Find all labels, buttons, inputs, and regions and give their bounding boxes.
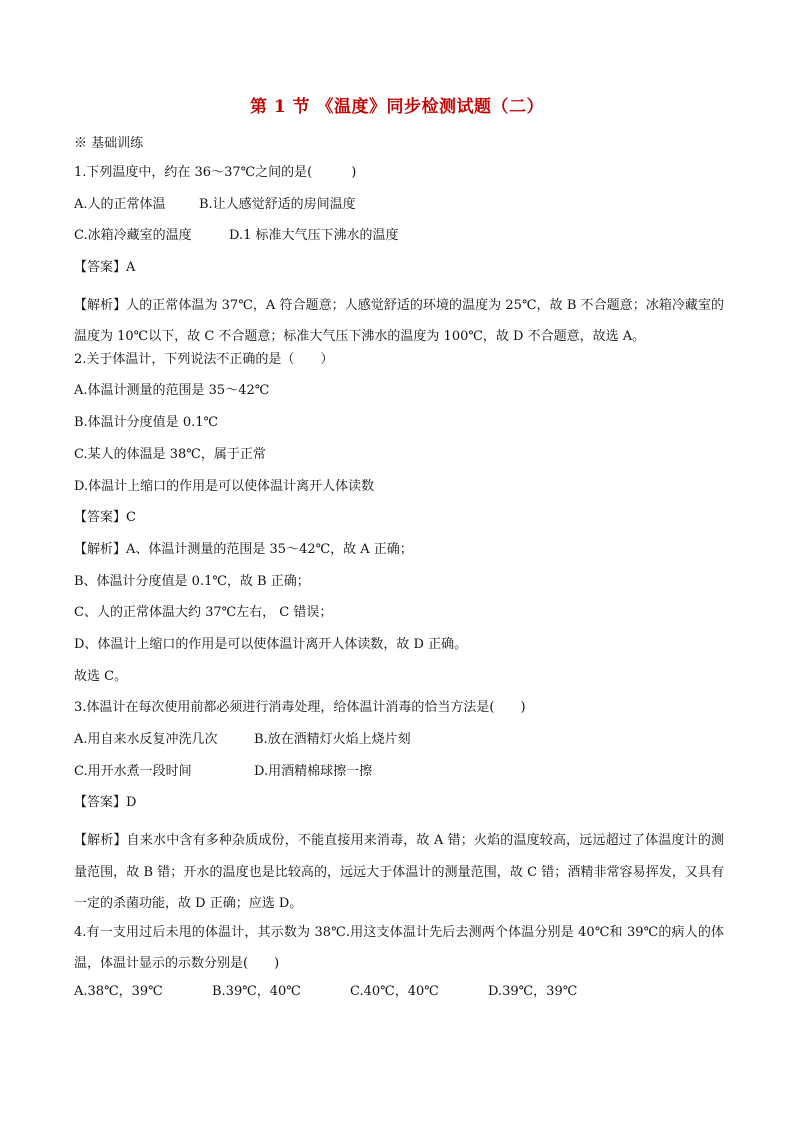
answer-1: 【答案】A — [74, 260, 136, 276]
question-3: 3.体温计在每次使用前都必须进行消毒处理，给体温计消毒的恰当方法是( ) — [74, 700, 526, 716]
question-2: 2.关于体温计，下列说法不正确的是（ ） — [74, 351, 334, 367]
question-2-option-d: D.体温计上缩口的作用是可以使体温计离开人体读数 — [74, 478, 375, 494]
option-a: A.用自来水反复冲洗几次 — [74, 732, 218, 747]
question-4: 4.有一支用过后未甩的体温计，其示数为 38℃.用这支体温计先后去测两个体温分别是 40℃和 39℃的病人的体温，体温计显示的示数分别是( ) — [74, 924, 724, 972]
option-a: A.人的正常体温 — [74, 196, 166, 212]
answer-3: 【答案】D — [74, 795, 137, 811]
option-b: B.放在酒精灯火焰上烧片刻 — [254, 732, 411, 747]
analysis-2-line-5: 故选 C。 — [74, 668, 128, 684]
question-4-options — [74, 982, 724, 1002]
question-1-options-row-2 — [74, 226, 724, 246]
analysis-2-line-2: B、体温计分度值是 0.1℃，故 B 正确； — [74, 573, 310, 589]
option-c: C.冰箱冷藏室的温度 — [74, 228, 192, 244]
question-3-options-row-2 — [74, 762, 724, 782]
option-b: B.39℃，40℃ — [212, 983, 301, 999]
question-1: 1.下列温度中，约在 36～37℃之间的是( ) — [74, 165, 357, 180]
option-c: C.40℃，40℃ — [350, 983, 439, 999]
answer-2: 【答案】C — [74, 510, 136, 526]
question-1-options-row-1 — [74, 195, 724, 215]
section-heading: ※ 基础训练 — [74, 136, 144, 151]
option-d: D.39℃，39℃ — [488, 983, 578, 999]
question-2-option-a: A.体温计测量的范围是 35～42℃ — [74, 383, 270, 399]
question-2-option-c: C.某人的体温是 38℃，属于正常 — [74, 446, 266, 462]
analysis-3: 【解析】自来水中含有多种杂质成份，不能直接用来消毒，故 A 错；火焰的温度较高，远远超过了体温度计的测量范围，故 B 错；开水的温度也是比较高的，远远大于体温计的测量范围，故 C 错；酒精非常容易挥发，又具有一定的杀菌功能，故 D 正确；应选 D。 — [74, 833, 724, 912]
analysis-1: 【解析】人的正常体温为 37℃，A 符合题意；人感觉舒适的环境的温度为 25℃，故 B 不合题意；冰箱冷藏室的温度为 10℃以下，故 C 不合题意；标准大气压下沸水的温度为 100℃，故 D 不合题意，故选 A。 — [74, 297, 724, 345]
question-list — [74, 163, 724, 1013]
option-c: C.用开水煮一段时间 — [74, 763, 192, 779]
analysis-2-line-1: 【解析】A、体温计测量的范围是 35～42℃，故 A 正确； — [74, 541, 413, 557]
option-b: B.让人感觉舒适的房间温度 — [199, 196, 356, 212]
question-3-options-row-1 — [74, 730, 724, 750]
analysis-2-line-4: D、体温计上缩口的作用是可以使体温计离开人体读数，故 D 正确。 — [74, 636, 468, 652]
option-d: D.1 标准大气压下沸水的温度 — [229, 228, 399, 244]
option-a: A.38℃，39℃ — [74, 983, 163, 999]
question-2-option-b: B.体温计分度值是 0.1℃ — [74, 415, 219, 431]
analysis-2-line-3: C、人的正常体温大约 37℃左右， C 错误； — [74, 605, 333, 621]
page-title: 第 1 节 《温度》同步检测试题（二） — [249, 97, 545, 117]
option-d: D.用酒精棉球擦一擦 — [254, 763, 373, 779]
